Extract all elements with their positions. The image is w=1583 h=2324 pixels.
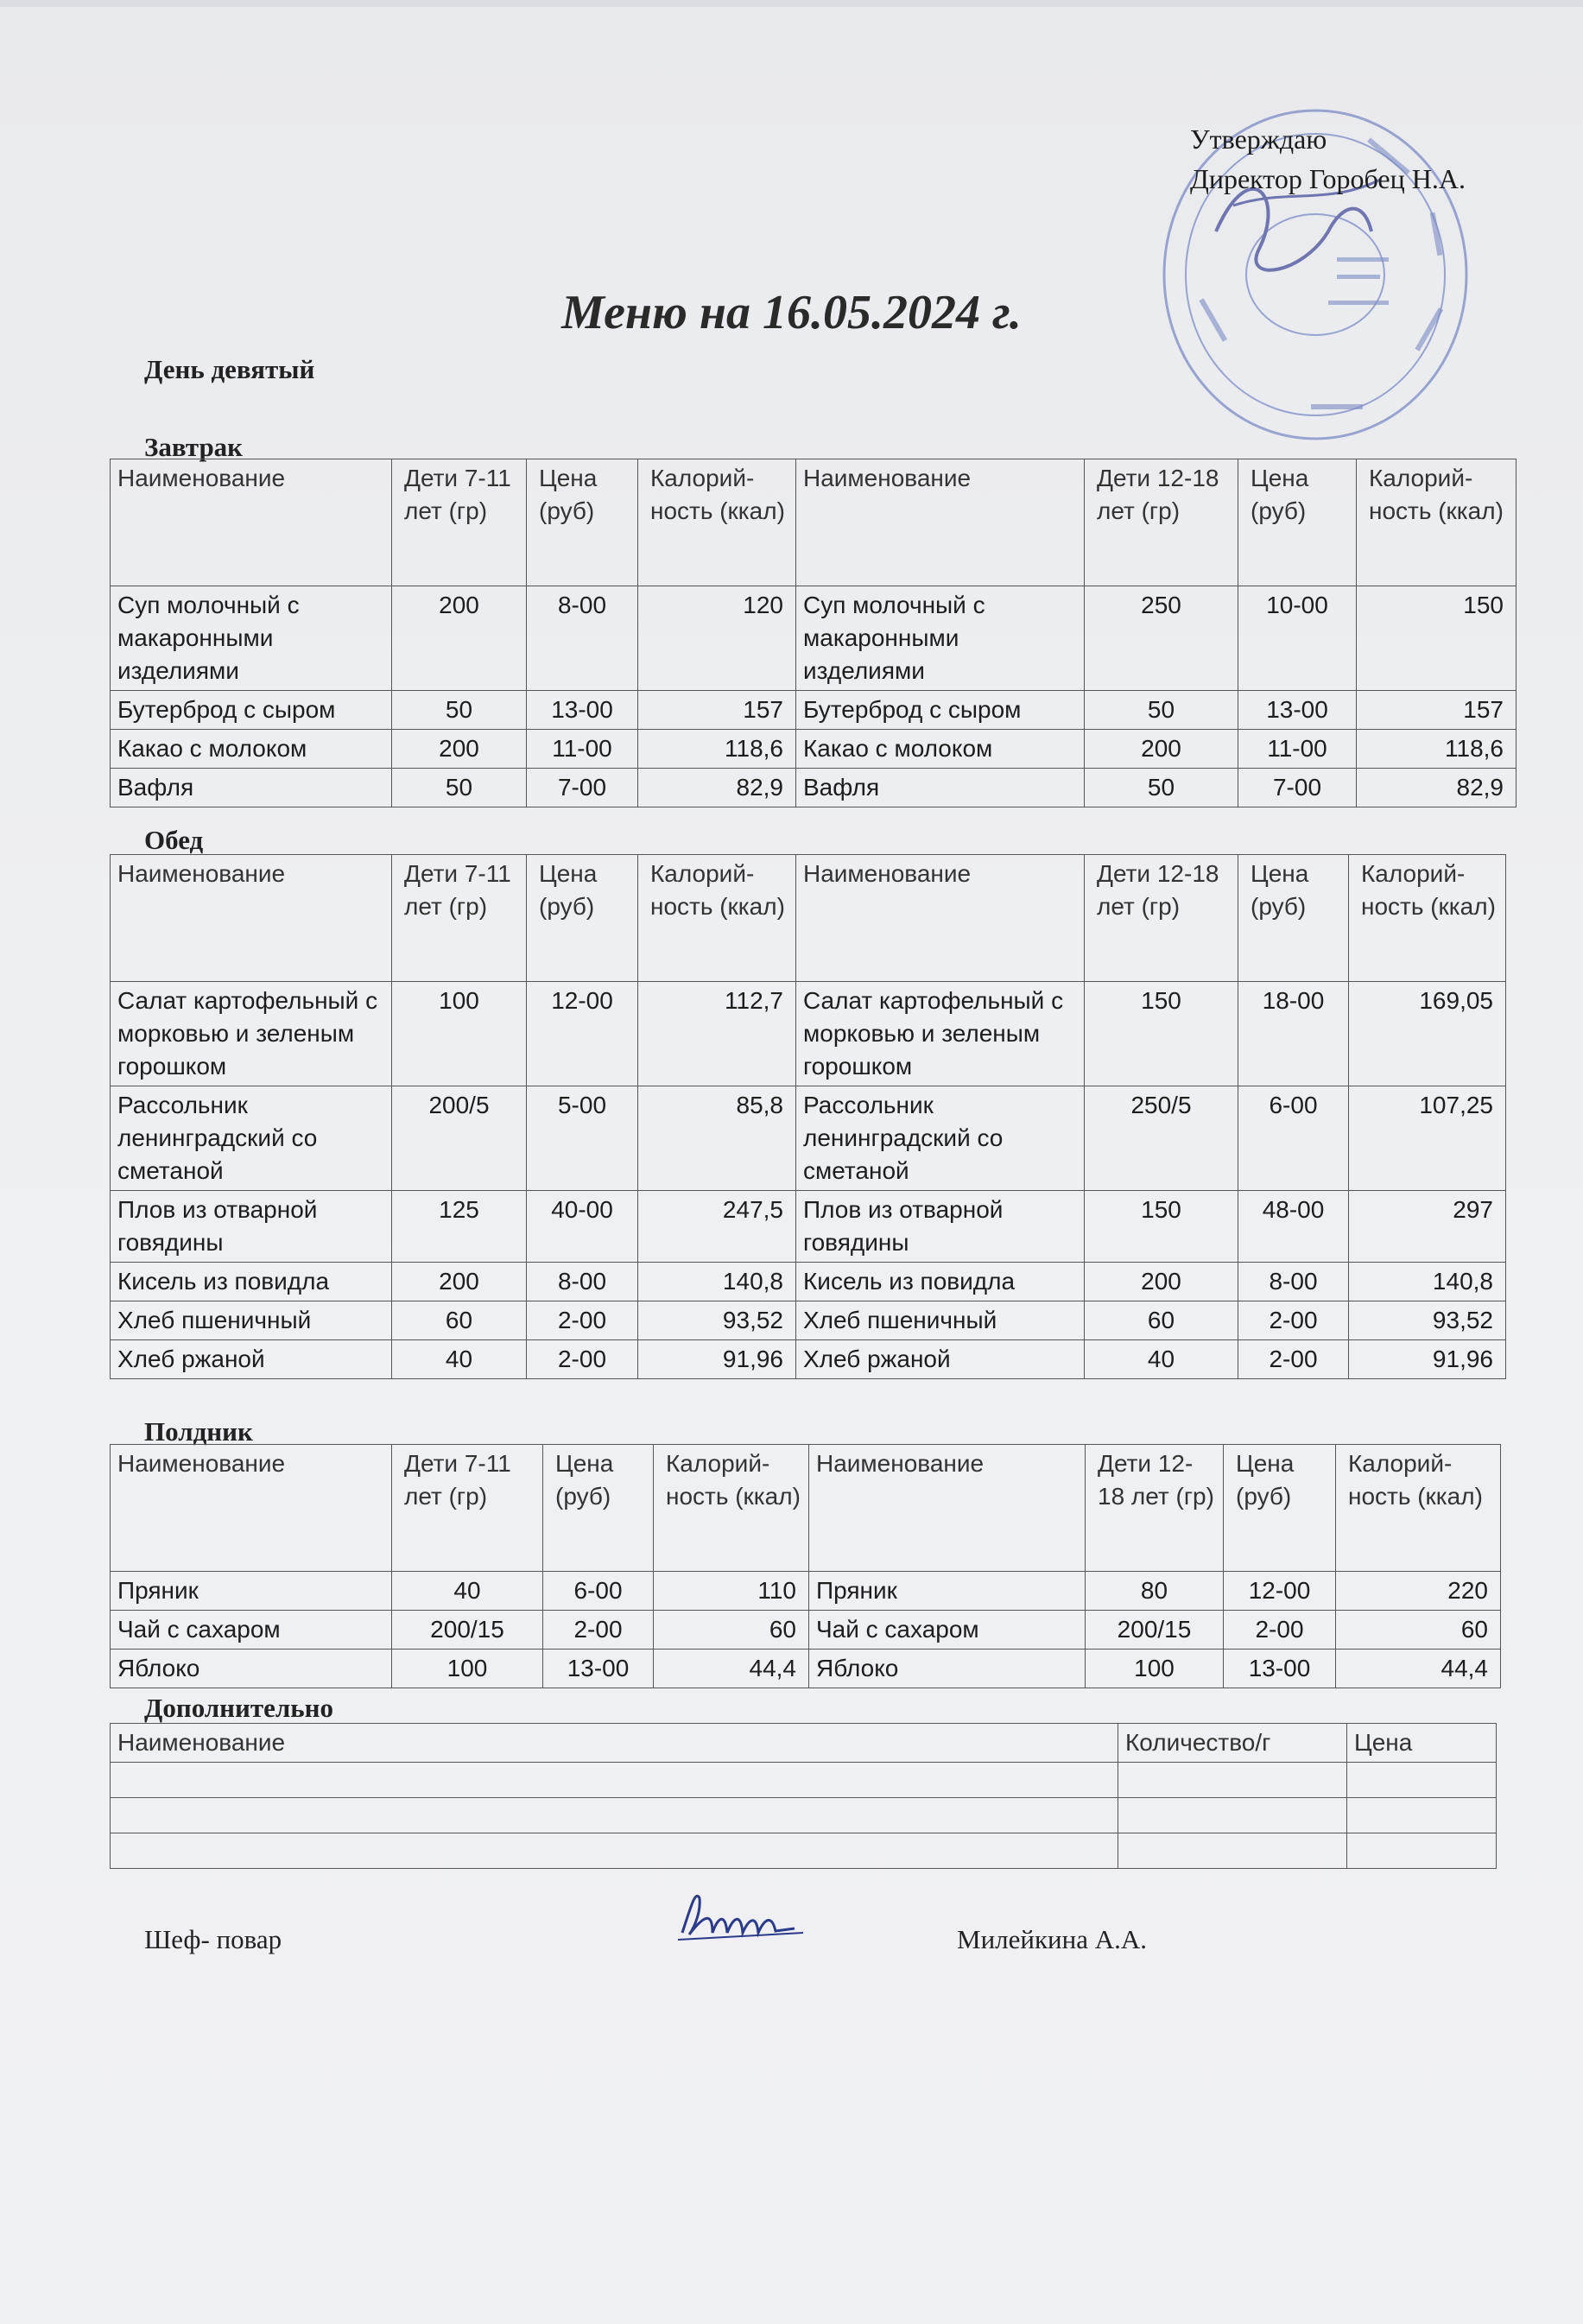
table-cell: Рассольник ленинградский со сметаной (796, 1086, 1085, 1191)
table-cell: 2-00 (543, 1611, 654, 1650)
column-header: Цена (руб) (527, 855, 638, 982)
table-cell: 125 (392, 1191, 527, 1263)
table-cell: Бутерброд с сыром (796, 691, 1085, 730)
table-cell: 2-00 (1238, 1301, 1349, 1340)
table-cell (1347, 1833, 1497, 1869)
table-cell: Кисель из повидла (111, 1263, 392, 1301)
column-header: Цена (руб) (527, 459, 638, 586)
table-cell: 8-00 (1238, 1263, 1349, 1301)
table-cell: 40 (392, 1340, 527, 1379)
column-header: Цена (руб) (543, 1445, 654, 1572)
table-cell: 13-00 (527, 691, 638, 730)
table-cell: Суп молочный с макаронными изделиями (796, 586, 1085, 691)
table-cell: 157 (638, 691, 796, 730)
table-cell: Вафля (111, 769, 392, 807)
table-cell: Яблоко (111, 1650, 392, 1688)
table-row (111, 769, 1517, 807)
table-cell: 110 (654, 1572, 809, 1611)
column-header: Дети 12-18 лет (гр) (1085, 459, 1238, 586)
column-header: Наименование (809, 1445, 1086, 1572)
table-cell: 82,9 (1357, 769, 1517, 807)
table-cell (111, 1763, 1118, 1798)
table-row (111, 1340, 1506, 1379)
table-cell: 18-00 (1238, 982, 1349, 1086)
table-cell: 85,8 (638, 1086, 796, 1191)
table-cell: Салат картофельный с морковью и зеленым горошком (796, 982, 1085, 1086)
table-cell: 93,52 (638, 1301, 796, 1340)
table-cell: 10-00 (1238, 586, 1357, 691)
extra-header-row (111, 1724, 1497, 1763)
table-cell: Вафля (796, 769, 1085, 807)
table-cell: 91,96 (1349, 1340, 1506, 1379)
table-cell: 150 (1085, 1191, 1238, 1263)
table-cell: 11-00 (1238, 730, 1357, 769)
table-cell: 40 (392, 1572, 543, 1611)
table-cell: 7-00 (1238, 769, 1357, 807)
table-cell: 2-00 (527, 1301, 638, 1340)
table-cell: 200 (392, 1263, 527, 1301)
column-header: Калорий-ность (ккал) (1336, 1445, 1501, 1572)
table-cell: 40 (1085, 1340, 1238, 1379)
table-cell: Плов из отварной говядины (796, 1191, 1085, 1263)
table-cell: 12-00 (1224, 1572, 1336, 1611)
table-cell: 169,05 (1349, 982, 1506, 1086)
table-cell: 6-00 (543, 1572, 654, 1611)
table-cell: Салат картофельный с морковью и зеленым горошком (111, 982, 392, 1086)
column-header: Калорий-ность (ккал) (638, 855, 796, 982)
table-row (111, 1263, 1506, 1301)
table-cell: 220 (1336, 1572, 1501, 1611)
table-cell: 50 (392, 769, 527, 807)
table-cell: 50 (392, 691, 527, 730)
table-cell: 200/5 (392, 1086, 527, 1191)
table-cell: Хлеб ржаной (111, 1340, 392, 1379)
table-cell: 60 (392, 1301, 527, 1340)
column-header: Наименование (111, 1724, 1118, 1763)
column-header: Количество/г (1118, 1724, 1347, 1763)
column-header: Наименование (111, 1445, 392, 1572)
table-cell: 6-00 (1238, 1086, 1349, 1191)
table-cell: Рассольник ленинградский со сметаной (111, 1086, 392, 1191)
table-cell: 48-00 (1238, 1191, 1349, 1263)
table-row (111, 1650, 1501, 1688)
table-cell: 50 (1085, 769, 1238, 807)
table-cell: Хлеб пшеничный (111, 1301, 392, 1340)
table-cell: 93,52 (1349, 1301, 1506, 1340)
table-cell: 250/5 (1085, 1086, 1238, 1191)
table-cell: 150 (1085, 982, 1238, 1086)
table-cell: 80 (1086, 1572, 1224, 1611)
column-header: Дети 12-18 лет (гр) (1086, 1445, 1224, 1572)
breakfast-header-row (111, 459, 1517, 586)
chef-role: Шеф- повар (144, 1924, 282, 1954)
table-cell: 118,6 (638, 730, 796, 769)
table-cell: Хлеб ржаной (796, 1340, 1085, 1379)
column-header: Дети 12-18 лет (гр) (1085, 855, 1238, 982)
chef-name: Милейкина А.А. (957, 1924, 1147, 1954)
table-cell (1347, 1763, 1497, 1798)
table-row (111, 586, 1517, 691)
column-header: Цена (руб) (1224, 1445, 1336, 1572)
table-cell (111, 1833, 1118, 1869)
table-row (111, 1301, 1506, 1340)
table-cell: 150 (1357, 586, 1517, 691)
approval-line-2: Директор Горобец Н.А. (1190, 163, 1466, 194)
table-cell: 5-00 (527, 1086, 638, 1191)
table-cell: 8-00 (527, 1263, 638, 1301)
snack-table (110, 1444, 1501, 1688)
table-cell (1347, 1798, 1497, 1833)
table-cell: Какао с молоком (796, 730, 1085, 769)
table-cell: 2-00 (1224, 1611, 1336, 1650)
lunch-table (110, 854, 1506, 1379)
table-cell: 200/15 (392, 1611, 543, 1650)
approval-line-1: Утверждаю (1190, 123, 1327, 155)
table-row (111, 1086, 1506, 1191)
table-cell: 140,8 (1349, 1263, 1506, 1301)
column-header: Дети 7-11 лет (гр) (392, 855, 527, 982)
table-cell: Пряник (809, 1572, 1086, 1611)
table-cell: 50 (1085, 691, 1238, 730)
table-cell: 12-00 (527, 982, 638, 1086)
table-cell: 250 (1085, 586, 1238, 691)
table-row (111, 1572, 1501, 1611)
table-cell: Чай с сахаром (809, 1611, 1086, 1650)
table-row (111, 982, 1506, 1086)
table-cell: Какао с молоком (111, 730, 392, 769)
snack-tbody (111, 1445, 1501, 1688)
extra-tbody (111, 1724, 1497, 1869)
table-cell: 8-00 (527, 586, 638, 691)
table-cell: Плов из отварной говядины (111, 1191, 392, 1263)
lunch-header-row (111, 855, 1506, 982)
column-header: Цена (руб) (1238, 459, 1357, 586)
column-header: Калорий-ность (ккал) (654, 1445, 809, 1572)
table-cell: 7-00 (527, 769, 638, 807)
table-row (111, 1763, 1497, 1798)
day-label: День девятый (144, 354, 315, 384)
table-cell: 120 (638, 586, 796, 691)
column-header: Наименование (796, 855, 1085, 982)
snack-label: Полдник (144, 1416, 253, 1447)
column-header: Калорий-ность (ккал) (638, 459, 796, 586)
table-cell: 200 (392, 586, 527, 691)
table-row (111, 1191, 1506, 1263)
breakfast-label: Завтрак (144, 432, 244, 462)
column-header: Цена (руб) (1238, 855, 1349, 982)
table-cell: 2-00 (1238, 1340, 1349, 1379)
column-header: Калорий-ность (ккал) (1357, 459, 1517, 586)
table-row (111, 1798, 1497, 1833)
table-cell: 200 (1085, 730, 1238, 769)
table-cell: 157 (1357, 691, 1517, 730)
table-cell: 91,96 (638, 1340, 796, 1379)
table-row (111, 730, 1517, 769)
table-cell: 118,6 (1357, 730, 1517, 769)
table-cell: 13-00 (1224, 1650, 1336, 1688)
handwritten-signature (665, 1881, 812, 1950)
column-header: Дети 7-11 лет (гр) (392, 1445, 543, 1572)
table-row (111, 1833, 1497, 1869)
table-cell: Бутерброд с сыром (111, 691, 392, 730)
table-cell: 60 (1085, 1301, 1238, 1340)
column-header: Цена (1347, 1724, 1497, 1763)
table-cell: 40-00 (527, 1191, 638, 1263)
table-cell: 200/15 (1086, 1611, 1224, 1650)
table-cell: Яблоко (809, 1650, 1086, 1688)
column-header: Калорий-ность (ккал) (1349, 855, 1506, 982)
table-cell: 44,4 (654, 1650, 809, 1688)
table-cell: 107,25 (1349, 1086, 1506, 1191)
table-cell: 112,7 (638, 982, 796, 1086)
breakfast-tbody (111, 459, 1517, 807)
table-cell: 44,4 (1336, 1650, 1501, 1688)
extra-table (110, 1723, 1497, 1869)
table-cell: 13-00 (1238, 691, 1357, 730)
table-cell: 100 (392, 982, 527, 1086)
approval-block (1190, 119, 1466, 199)
table-cell (1118, 1798, 1347, 1833)
table-cell: 297 (1349, 1191, 1506, 1263)
table-cell: 60 (1336, 1611, 1501, 1650)
table-cell: 100 (1086, 1650, 1224, 1688)
table-cell: 200 (392, 730, 527, 769)
table-cell (1118, 1833, 1347, 1869)
table-row (111, 1611, 1501, 1650)
table-cell: 2-00 (527, 1340, 638, 1379)
table-cell (1118, 1763, 1347, 1798)
table-cell: 200 (1085, 1263, 1238, 1301)
table-cell: 13-00 (543, 1650, 654, 1688)
table-cell: Чай с сахаром (111, 1611, 392, 1650)
table-cell: Суп молочный с макаронными изделиями (111, 586, 392, 691)
column-header: Дети 7-11 лет (гр) (392, 459, 527, 586)
table-row (111, 691, 1517, 730)
table-cell: Кисель из повидла (796, 1263, 1085, 1301)
breakfast-table (110, 459, 1517, 807)
table-cell: Хлеб пшеничный (796, 1301, 1085, 1340)
table-cell: 140,8 (638, 1263, 796, 1301)
table-cell: Пряник (111, 1572, 392, 1611)
extra-label: Дополнительно (144, 1693, 334, 1723)
column-header: Наименование (796, 459, 1085, 586)
page-title: Меню на 16.05.2024 г. (561, 286, 1022, 339)
table-cell (111, 1798, 1118, 1833)
column-header: Наименование (111, 459, 392, 586)
column-header: Наименование (111, 855, 392, 982)
table-cell: 82,9 (638, 769, 796, 807)
table-cell: 11-00 (527, 730, 638, 769)
table-cell: 100 (392, 1650, 543, 1688)
table-cell: 60 (654, 1611, 809, 1650)
lunch-label: Обед (144, 825, 204, 855)
lunch-tbody (111, 855, 1506, 1379)
table-cell: 247,5 (638, 1191, 796, 1263)
snack-header-row (111, 1445, 1501, 1572)
